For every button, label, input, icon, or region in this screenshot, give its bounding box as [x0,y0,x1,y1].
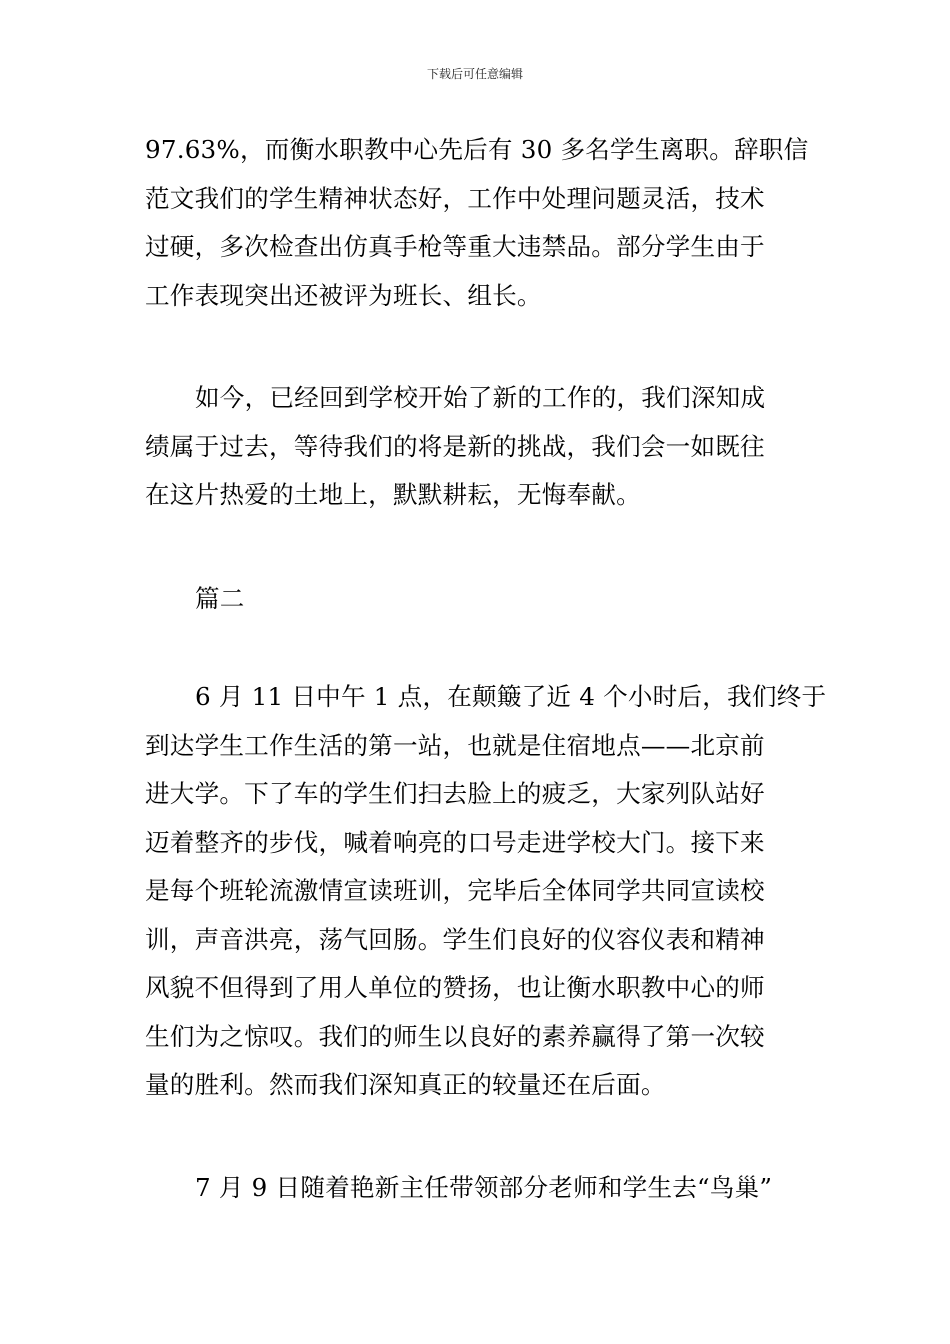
page-header: 下载后可任意编辑 [426,67,523,81]
paragraph-line: 6 月 11 日中午 1 点，在颠簸了近 4 个小时后，我们终于 [195,682,827,711]
section-title: 篇二 [195,584,245,613]
paragraph-line: 工作表现突出还被评为班长、组长。 [145,280,542,310]
paragraph-line: 量的胜利。然而我们深知真正的较量还在后面。 [145,1070,666,1099]
paragraph-1 [145,126,809,320]
paragraph-line: 在这片热爱的土地上，默默耕耘，无悔奉献。 [145,480,641,509]
paragraph-4 [145,1164,809,1213]
paragraph-line: 训，声音洪亮，荡气回肠。学生们良好的仪容仪表和精神 [145,924,765,954]
paragraph-line: 7 月 9 日随着艳新主任带领部分老师和学生去“鸟巢” [195,1173,773,1202]
paragraph-line: 是每个班轮流激情宣读班训，完毕后全体同学共同宣读校 [145,876,765,905]
paragraph-2 [145,374,809,520]
paragraph-3 [145,673,827,1110]
paragraph-line: 生们为之惊叹。我们的师生以良好的素养赢得了第一次较 [145,1021,765,1051]
paragraph-line: 风貌不但得到了用人单位的赞扬，也让衡水职教中心的师 [145,973,765,1002]
paragraph-line: 过硬，多次检查出仿真手枪等重大违禁品。部分学生由于 [145,232,765,261]
paragraph-line: 进大学。下了车的学生们扫去脸上的疲乏，大家列队站好 [145,779,765,808]
paragraph-line: 97.63%，而衡水职教中心先后有 30 多名学生离职。辞职信 [145,135,809,164]
section-heading [145,575,809,624]
paragraph-line: 范文我们的学生精神状态好，工作中处理问题灵活，技术 [145,183,765,213]
paragraph-line: 绩属于过去，等待我们的将是新的挑战，我们会一如既往 [145,431,765,461]
paragraph-line: 如今，已经回到学校开始了新的工作的，我们深知成 [195,383,766,412]
paragraph-line: 到达学生工作生活的第一站，也就是住宿地点——北京前 [145,730,765,760]
paragraph-line: 迈着整齐的步伐，喊着响亮的口号走进学校大门。接下来 [145,827,765,857]
